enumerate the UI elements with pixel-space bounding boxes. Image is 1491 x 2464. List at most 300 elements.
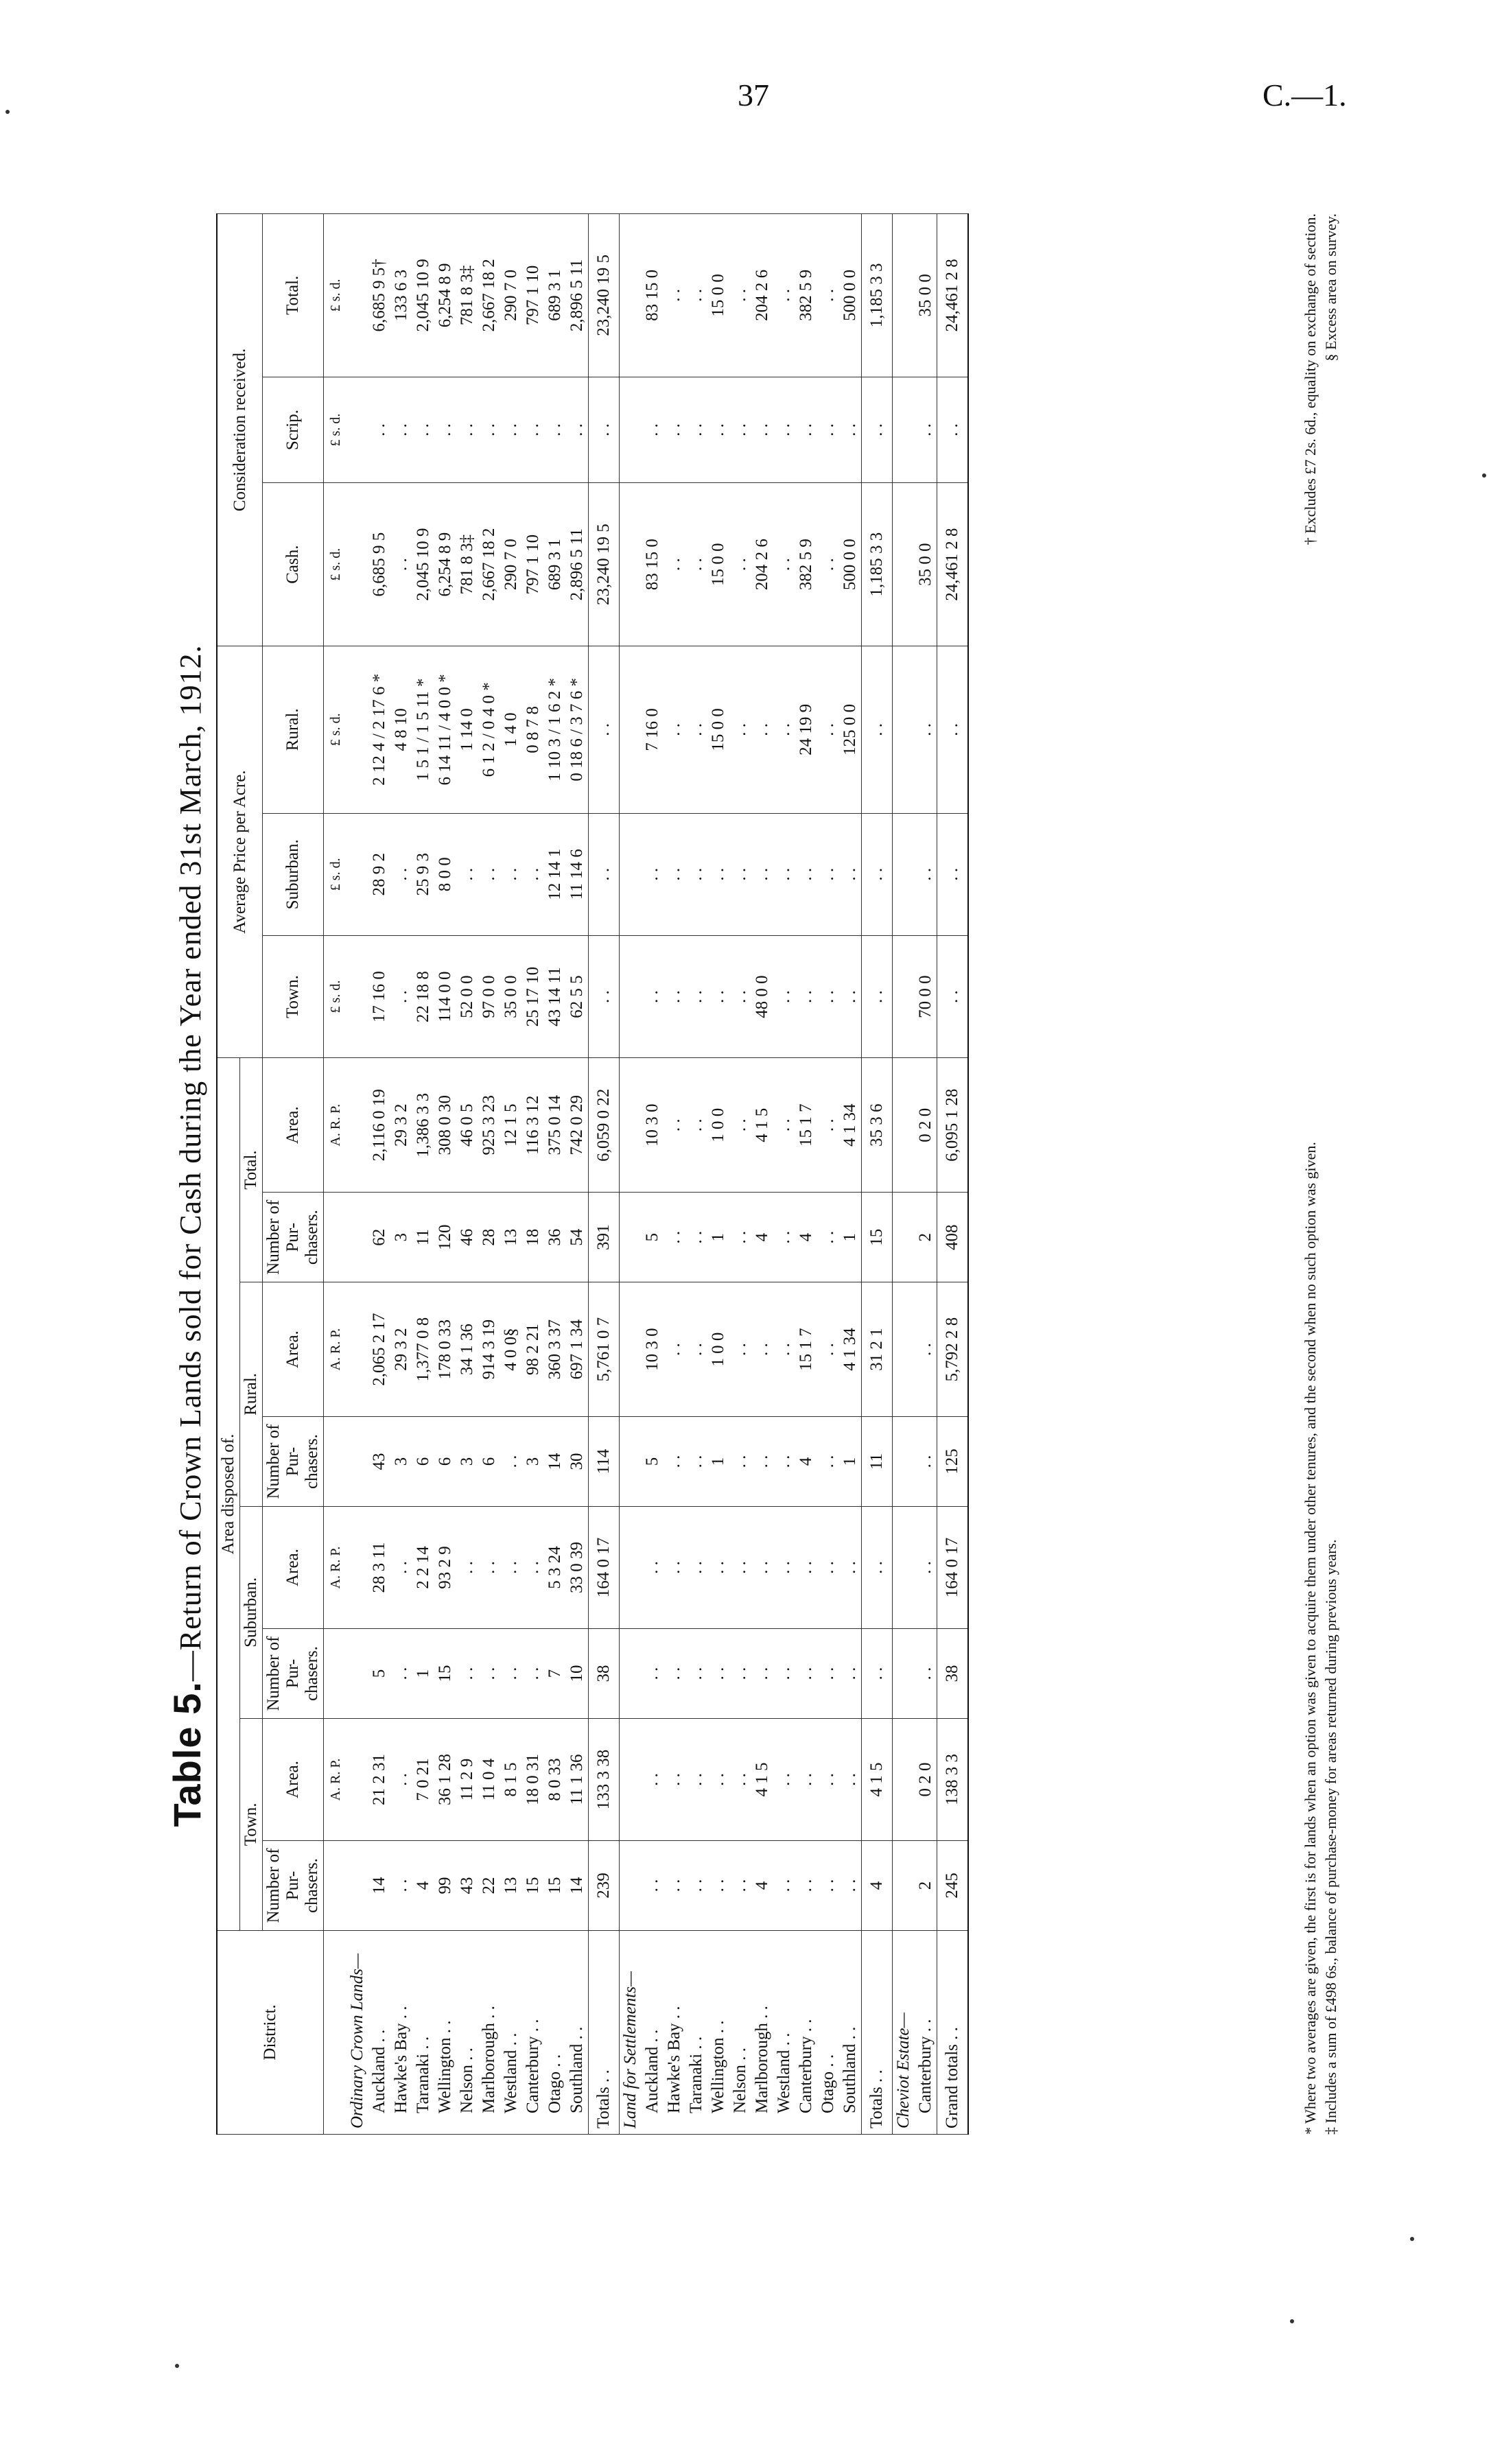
total-area-header: Area. — [263, 1058, 324, 1193]
table-cell: . . — [664, 1282, 685, 1417]
table-title-text: —Return of Crown Lands sold for Cash during the Year ended 31st March, 1912. — [174, 644, 207, 1682]
table-cell — [893, 1841, 915, 1931]
table-cell: 2,896 5 11 — [566, 214, 589, 377]
table-cell — [620, 1506, 642, 1628]
table-cell: 29 3 2 — [390, 1058, 412, 1193]
district-cell: Otago . . — [544, 1930, 566, 2134]
table-cell: 25 9 3 — [412, 813, 434, 935]
table-cell — [620, 1629, 642, 1719]
avg-price-header: Average Price per Acre. — [217, 646, 263, 1057]
district-cell: Canterbury . . — [795, 1930, 817, 2134]
table-cell — [893, 1058, 915, 1193]
table-cell: . . — [915, 1417, 937, 1507]
table-cell: 2,045 10 9 — [412, 483, 434, 646]
table-cell: . . — [456, 377, 478, 483]
table-number: Table 5. — [165, 1681, 209, 1827]
table-cell: 24 19 9 — [795, 646, 817, 813]
table-cell — [347, 1718, 368, 1840]
grand-totals-row — [937, 214, 969, 2135]
table-cell — [893, 935, 915, 1057]
table-cell: . . — [500, 1417, 522, 1507]
district-header: District. — [217, 1930, 324, 2134]
table-cell: . . — [664, 1193, 685, 1282]
table-cell: . . — [795, 1506, 817, 1628]
table-cell: 15 0 0 — [707, 646, 729, 813]
table-cell: 35 0 0 — [500, 935, 522, 1057]
table-cell: 8 0 0 — [434, 813, 456, 935]
total-purchasers-header: Number of Pur-chasers. — [263, 1193, 324, 1282]
table-cell: 4 1 5 — [862, 1718, 893, 1840]
district-cell: Westland . . — [773, 1930, 795, 2134]
rural-purchasers-header: Number of Pur-chasers. — [263, 1417, 324, 1507]
table-cell: . . — [685, 935, 707, 1057]
district-cell: Auckland . . — [368, 1930, 390, 2134]
table-cell: . . — [642, 377, 664, 483]
table-cell: 2 12 4 / 2 17 6 * — [368, 646, 390, 813]
table-row — [566, 214, 589, 2135]
table-cell — [620, 1417, 642, 1507]
table-cell: 1 10 3 / 1 6 2 * — [544, 646, 566, 813]
district-cell: Southland . . — [566, 1930, 589, 2134]
table-cell: 4 — [795, 1193, 817, 1282]
table-cell: 1,386 3 3 — [412, 1058, 434, 1193]
table-cell: . . — [685, 813, 707, 935]
table-row — [839, 214, 862, 2135]
table-cell: . . — [685, 1841, 707, 1931]
table-cell: . . — [915, 1629, 937, 1719]
table-cell: . . — [685, 1506, 707, 1628]
table-cell: 3 — [390, 1417, 412, 1507]
table-cell: . . — [500, 813, 522, 935]
table-cell: . . — [773, 1193, 795, 1282]
table-row — [390, 214, 412, 2135]
rural-area-header: Area. — [263, 1282, 324, 1417]
table-cell — [893, 377, 915, 483]
table-cell: 70 0 0 — [915, 935, 937, 1057]
page-number: 37 — [738, 78, 769, 113]
table-cell — [620, 935, 642, 1057]
district-cell: Totals . . — [862, 1930, 893, 2134]
table-cell: 290 7 0 — [500, 483, 522, 646]
table-cell: 2,667 18 2 — [478, 214, 500, 377]
table-cell: 7 16 0 — [642, 646, 664, 813]
table-cell — [893, 646, 915, 813]
unit-cell: £ s. d. — [324, 483, 347, 646]
unit-cell: £ s. d. — [324, 377, 347, 483]
table-cell: . . — [589, 646, 620, 813]
table-cell: . . — [685, 1417, 707, 1507]
district-cell: Canterbury . . — [522, 1930, 544, 2134]
table-cell: 360 3 37 — [544, 1282, 566, 1417]
table-cell: . . — [368, 377, 390, 483]
district-cell: Grand totals . . — [937, 1930, 969, 2134]
table-cell: 6,685 9 5† — [368, 214, 390, 377]
table-cell: 4 — [751, 1193, 773, 1282]
table-cell: . . — [664, 646, 685, 813]
table-cell: 11 14 6 — [566, 813, 589, 935]
cons-total-header: Total. — [263, 214, 324, 377]
table-cell: . . — [729, 1506, 751, 1628]
table-cell: . . — [685, 214, 707, 377]
table-cell: 17 16 0 — [368, 935, 390, 1057]
table-cell: 3 — [456, 1417, 478, 1507]
table-cell: 7 — [544, 1629, 566, 1719]
table-cell — [347, 483, 368, 646]
table-cell: 15 — [862, 1193, 893, 1282]
table-cell: . . — [729, 935, 751, 1057]
table-cell: 46 0 5 — [456, 1058, 478, 1193]
table-cell: 8 1 5 — [500, 1718, 522, 1840]
table-cell: . . — [589, 935, 620, 1057]
table-cell: . . — [751, 377, 773, 483]
table-cell: . . — [707, 935, 729, 1057]
table-cell: 12 1 5 — [500, 1058, 522, 1193]
unit-cell: £ s. d. — [324, 813, 347, 935]
table-cell: . . — [773, 1058, 795, 1193]
table-cell — [620, 214, 642, 377]
table-body — [324, 214, 969, 2135]
table-cell: . . — [839, 377, 862, 483]
table-cell: . . — [412, 377, 434, 483]
table-cell — [893, 483, 915, 646]
table-cell: 11 — [412, 1193, 434, 1282]
table-cell: 239 — [589, 1841, 620, 1931]
table-cell: 15 — [522, 1841, 544, 1931]
table-cell: 6,254 8 9 — [434, 483, 456, 646]
unit-cell — [324, 1629, 347, 1719]
table-cell: . . — [862, 813, 893, 935]
table-row — [751, 214, 773, 2135]
table-cell: 1 — [839, 1417, 862, 1507]
table-cell: . . — [862, 1629, 893, 1719]
table-cell: 0 2 0 — [915, 1058, 937, 1193]
table-cell: . . — [751, 1417, 773, 1507]
table-row — [915, 214, 937, 2135]
table-cell — [347, 214, 368, 377]
table-cell: . . — [915, 377, 937, 483]
table-cell: 4 0 0§ — [500, 1282, 522, 1417]
table-cell: . . — [522, 1506, 544, 1628]
table-cell: 6,254 8 9 — [434, 214, 456, 377]
table-cell: . . — [707, 1506, 729, 1628]
table-cell: 4 1 34 — [839, 1282, 862, 1417]
table-cell: . . — [478, 1506, 500, 1628]
scan-speck — [1410, 2237, 1414, 2241]
table-row — [522, 214, 544, 2135]
table-cell: . . — [729, 214, 751, 377]
unit-cell: £ s. d. — [324, 646, 347, 813]
table-cell: 164 0 17 — [937, 1506, 969, 1628]
table-cell: 38 — [589, 1629, 620, 1719]
table-cell: 48 0 0 — [751, 935, 773, 1057]
table-cell: . . — [478, 1629, 500, 1719]
table-cell: 43 — [368, 1417, 390, 1507]
table-cell: 28 — [478, 1193, 500, 1282]
table-row — [795, 214, 817, 2135]
table-cell: 11 — [862, 1417, 893, 1507]
district-cell: Cheviot Estate— — [893, 1930, 915, 2134]
district-cell: Canterbury . . — [915, 1930, 937, 2134]
table-cell: . . — [685, 483, 707, 646]
table-cell: . . — [707, 813, 729, 935]
table-cell: . . — [751, 813, 773, 935]
table-cell: 18 0 31 — [522, 1718, 544, 1840]
table-cell: 204 2 6 — [751, 214, 773, 377]
table-cell: 36 1 28 — [434, 1718, 456, 1840]
table-cell: . . — [500, 1506, 522, 1628]
district-cell: Hawke's Bay . . — [390, 1930, 412, 2134]
district-cell: Auckland . . — [642, 1930, 664, 2134]
table-cell — [620, 1718, 642, 1840]
table-cell: 2,065 2 17 — [368, 1282, 390, 1417]
table-cell: . . — [390, 1841, 412, 1931]
table-row — [500, 214, 522, 2135]
table-cell — [893, 1417, 915, 1507]
section-heading-row — [893, 214, 915, 2135]
table-cell: . . — [729, 1193, 751, 1282]
table-cell: . . — [773, 1841, 795, 1931]
table-cell: 52 0 0 — [456, 935, 478, 1057]
table-cell: . . — [817, 377, 839, 483]
table-cell: . . — [544, 377, 566, 483]
table-cell: . . — [795, 1629, 817, 1719]
table-cell — [893, 1193, 915, 1282]
table-cell: 125 — [937, 1417, 969, 1507]
table-cell: . . — [862, 935, 893, 1057]
table-cell: 83 15 0 — [642, 483, 664, 646]
avg-town-header: Town. — [263, 935, 324, 1057]
section-heading-row — [347, 214, 368, 2135]
table-cell: 0 18 6 / 3 7 6 * — [566, 646, 589, 813]
table-cell: . . — [729, 1417, 751, 1507]
table-cell: . . — [685, 1718, 707, 1840]
table-cell: . . — [664, 377, 685, 483]
table-cell: 31 2 1 — [862, 1282, 893, 1417]
table-cell: . . — [729, 1629, 751, 1719]
suburban-purchasers-header: Number of Pur-chasers. — [263, 1629, 324, 1719]
table-cell: . . — [642, 1506, 664, 1628]
table-cell: 1,185 3 3 — [862, 483, 893, 646]
avg-suburban-header: Suburban. — [263, 813, 324, 935]
table-cell: . . — [707, 1629, 729, 1719]
table-cell: . . — [937, 377, 969, 483]
table-row — [456, 214, 478, 2135]
table-cell: 6 1 2 / 0 4 0 * — [478, 646, 500, 813]
table-cell: 4 — [862, 1841, 893, 1931]
table-cell: 99 — [434, 1841, 456, 1931]
table-cell: 15 — [544, 1841, 566, 1931]
table-cell: 23,240 19 5 — [589, 214, 620, 377]
district-cell: Wellington . . — [707, 1930, 729, 2134]
table-cell: 133 6 3 — [390, 214, 412, 377]
scan-speck — [1482, 473, 1486, 478]
table-cell: . . — [773, 1629, 795, 1719]
table-cell: 22 — [478, 1841, 500, 1931]
table-cell: . . — [817, 935, 839, 1057]
table-cell: . . — [456, 1629, 478, 1719]
table-cell — [347, 1417, 368, 1507]
table-cell: . . — [773, 1506, 795, 1628]
table-cell — [347, 1506, 368, 1628]
table-cell: 28 9 2 — [368, 813, 390, 935]
table-cell: 23,240 19 5 — [589, 483, 620, 646]
table-cell: 1 — [707, 1417, 729, 1507]
table-cell: 178 0 33 — [434, 1282, 456, 1417]
table-cell: . . — [729, 1282, 751, 1417]
table-row — [729, 214, 751, 2135]
table-cell: 15 — [434, 1629, 456, 1719]
table-cell — [620, 1193, 642, 1282]
table-cell: 0 2 0 — [915, 1718, 937, 1840]
table-cell: 24,461 2 8 — [937, 214, 969, 377]
table-cell: . . — [795, 813, 817, 935]
town-area-header: Area. — [263, 1718, 324, 1840]
table-cell: 2,667 18 2 — [478, 483, 500, 646]
crown-lands-table — [216, 213, 969, 2135]
footnote-dagger: † Excludes £7 2s. 6d., equality on exchange of section. — [1302, 213, 1319, 545]
table-cell: . . — [566, 377, 589, 483]
suburban-header: Suburban. — [240, 1506, 263, 1718]
table-cell: . . — [795, 935, 817, 1057]
table-cell: . . — [773, 646, 795, 813]
table-cell: . . — [795, 1718, 817, 1840]
footnote-section: § Excess area on survey. — [1322, 213, 1339, 362]
table-cell: 11 0 4 — [478, 1718, 500, 1840]
suburban-area-header: Area. — [263, 1506, 324, 1628]
table-cell: . . — [664, 1718, 685, 1840]
avg-rural-header: Rural. — [263, 646, 324, 813]
table-cell: 6 14 11 / 4 0 0 * — [434, 646, 456, 813]
table-cell: . . — [664, 813, 685, 935]
district-cell: Marlborough . . — [751, 1930, 773, 2134]
footnotes — [1300, 213, 1341, 2135]
table-cell: 391 — [589, 1193, 620, 1282]
table-cell: . . — [839, 1506, 862, 1628]
table-cell — [893, 813, 915, 935]
table-row — [707, 214, 729, 2135]
table-cell: 5 — [642, 1417, 664, 1507]
table-cell: . . — [862, 377, 893, 483]
table-cell — [620, 1282, 642, 1417]
district-cell: Hawke's Bay . . — [664, 1930, 685, 2134]
table-cell: 15 1 7 — [795, 1058, 817, 1193]
table-cell — [620, 377, 642, 483]
table-cell: 308 0 30 — [434, 1058, 456, 1193]
table-cell: 2 2 14 — [412, 1506, 434, 1628]
table-cell: 34 1 36 — [456, 1282, 478, 1417]
table-cell: 781 8 3‡ — [456, 214, 478, 377]
table-cell: 1,377 0 8 — [412, 1282, 434, 1417]
table-cell — [893, 1282, 915, 1417]
table-cell: 408 — [937, 1193, 969, 1282]
table-cell: . . — [522, 1629, 544, 1719]
table-cell: . . — [642, 1629, 664, 1719]
table-cell: 13 — [500, 1193, 522, 1282]
table-cell: 8 0 33 — [544, 1718, 566, 1840]
cash-header: Cash. — [263, 483, 324, 646]
table-cell: . . — [729, 377, 751, 483]
table-cell: . . — [390, 813, 412, 935]
area-disposed-header: Area disposed of. — [217, 1058, 240, 1931]
table-cell: 1 0 0 — [707, 1058, 729, 1193]
table-cell: . . — [751, 1506, 773, 1628]
table-cell: . . — [937, 935, 969, 1057]
district-cell: Southland . . — [839, 1930, 862, 2134]
table-cell: . . — [795, 1841, 817, 1931]
table-cell: . . — [773, 1417, 795, 1507]
table-cell: 1 — [412, 1629, 434, 1719]
table-cell: 15 1 7 — [795, 1282, 817, 1417]
table-cell: . . — [817, 214, 839, 377]
table-cell: . . — [390, 1629, 412, 1719]
table-cell: 6,059 0 22 — [589, 1058, 620, 1193]
table-cell: 114 0 0 — [434, 935, 456, 1057]
table-cell: 689 3 1 — [544, 214, 566, 377]
table-cell: 689 3 1 — [544, 483, 566, 646]
table-cell: 4 1 5 — [751, 1718, 773, 1840]
table-row — [685, 214, 707, 2135]
town-header: Town. — [240, 1718, 263, 1930]
district-cell: Taranaki . . — [685, 1930, 707, 2134]
table-cell: 925 3 23 — [478, 1058, 500, 1193]
table-cell: . . — [478, 813, 500, 935]
table-cell: . . — [664, 1506, 685, 1628]
table-cell: . . — [707, 1841, 729, 1931]
table-cell: 13 — [500, 1841, 522, 1931]
table-cell: . . — [500, 377, 522, 483]
table-cell: . . — [729, 1718, 751, 1840]
table-row — [478, 214, 500, 2135]
scan-speck — [1290, 2319, 1294, 2323]
table-cell: . . — [642, 1718, 664, 1840]
table-cell: 98 2 21 — [522, 1282, 544, 1417]
table-cell: . . — [664, 1629, 685, 1719]
table-cell: 46 — [456, 1193, 478, 1282]
table-cell: . . — [773, 935, 795, 1057]
table-cell: . . — [642, 1841, 664, 1931]
table-cell: . . — [751, 646, 773, 813]
table-cell: . . — [729, 1841, 751, 1931]
total-header: Total. — [240, 1058, 263, 1282]
table-cell: 245 — [937, 1841, 969, 1931]
table-cell: 11 1 36 — [566, 1718, 589, 1840]
district-cell: Otago . . — [817, 1930, 839, 2134]
table-cell: 83 15 0 — [642, 214, 664, 377]
unit-cell: £ s. d. — [324, 935, 347, 1057]
table-cell — [347, 646, 368, 813]
table-cell: 114 — [589, 1417, 620, 1507]
unit-cell — [324, 1417, 347, 1507]
table-cell: . . — [862, 1506, 893, 1628]
table-row — [544, 214, 566, 2135]
table-cell: 62 5 5 — [566, 935, 589, 1057]
table-cell: 4 — [795, 1417, 817, 1507]
district-cell: Wellington . . — [434, 1930, 456, 2134]
table-cell: . . — [817, 646, 839, 813]
unit-cell: A. R. P. — [324, 1718, 347, 1840]
table-cell: . . — [434, 377, 456, 483]
table-cell: 15 0 0 — [707, 214, 729, 377]
table-cell: . . — [915, 813, 937, 935]
district-cell: Ordinary Crown Lands— — [347, 1930, 368, 2134]
consideration-header: Consideration received. — [217, 214, 263, 646]
table-cell: 15 0 0 — [707, 483, 729, 646]
table-cell: . . — [915, 1282, 937, 1417]
unit-cell: A. R. P. — [324, 1506, 347, 1628]
district-cell: Totals . . — [589, 1930, 620, 2134]
table-cell — [620, 646, 642, 813]
unit-cell: £ s. d. — [324, 214, 347, 377]
